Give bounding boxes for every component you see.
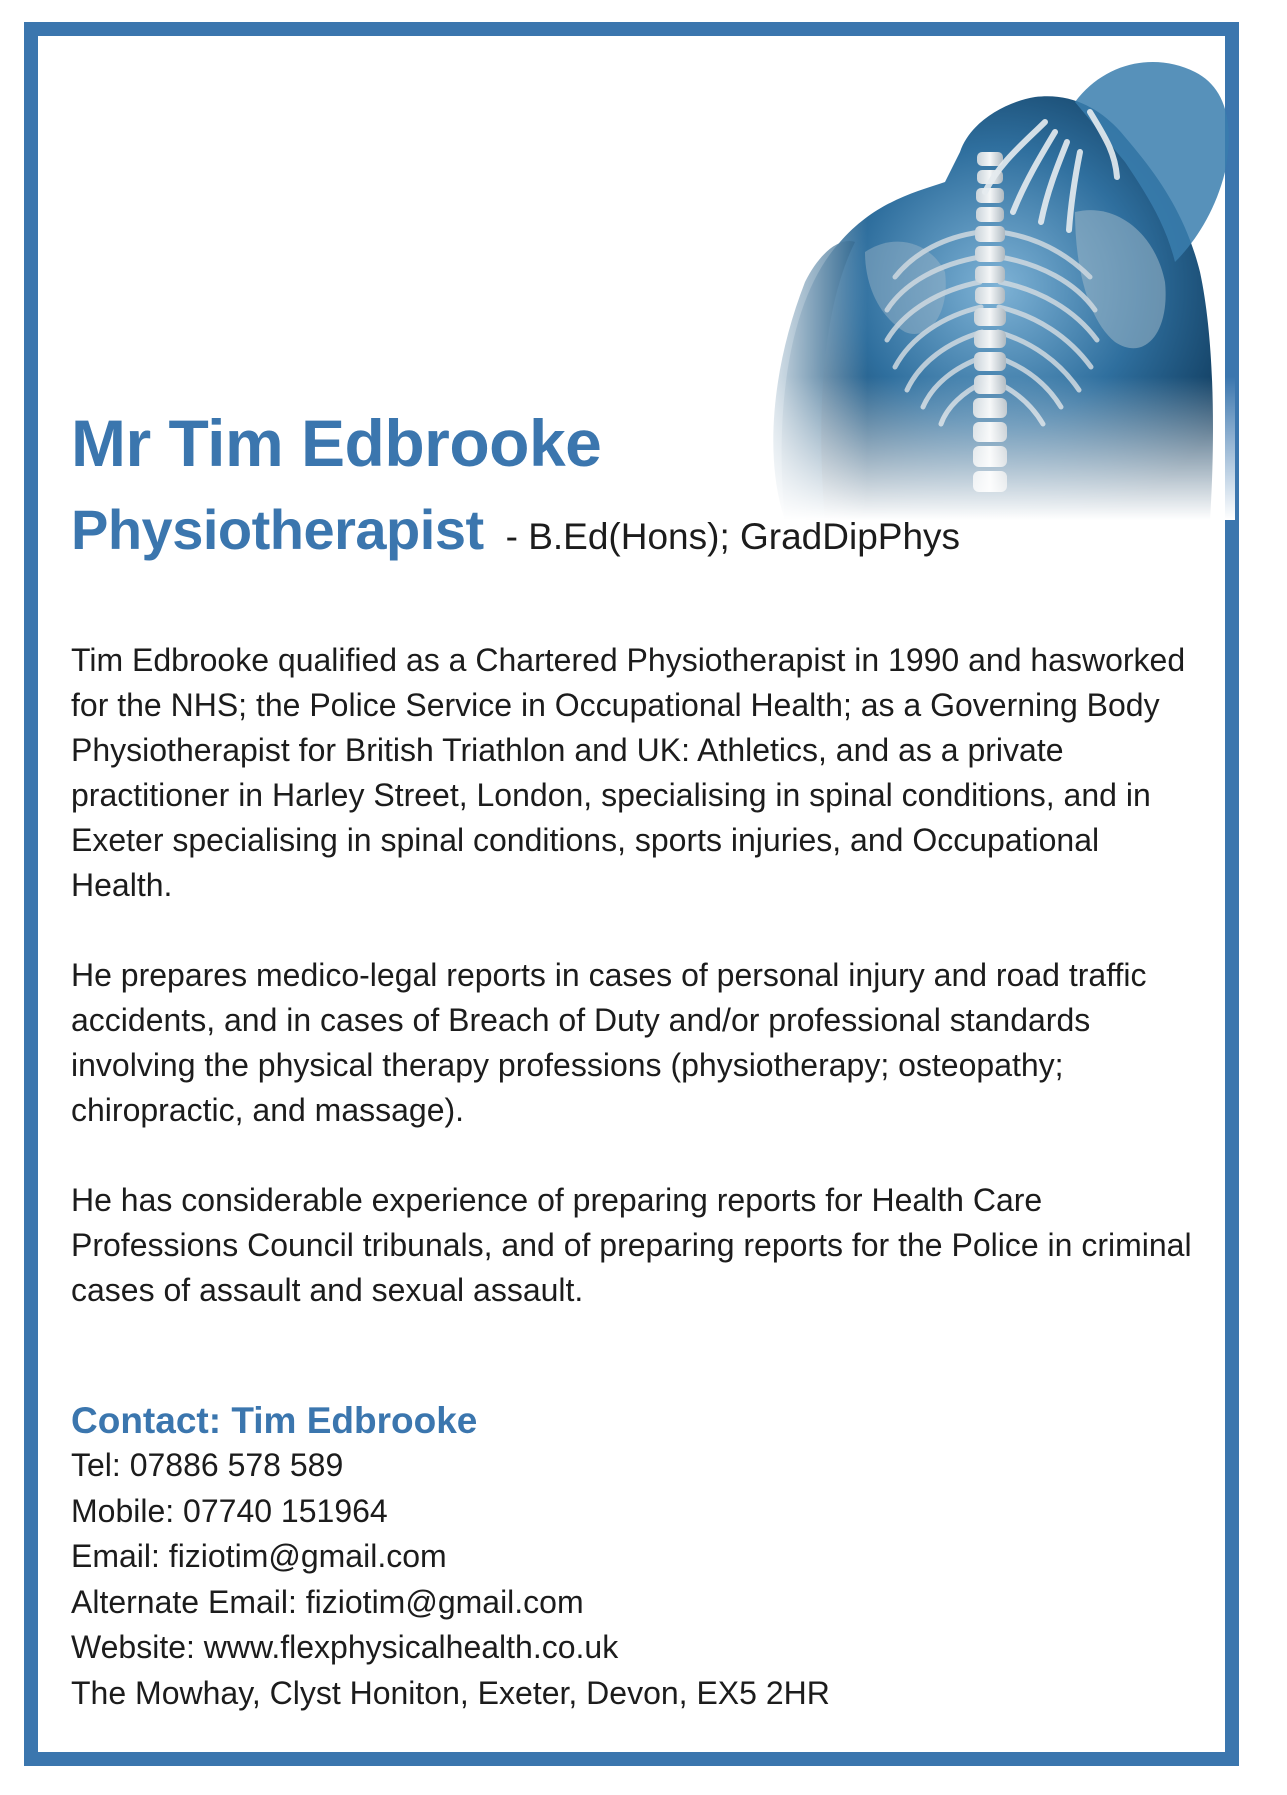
role-title: Physiotherapist [71,498,484,561]
contact-website: Website: www.flexphysicalhealth.co.uk [71,1629,619,1665]
role-line [71,498,961,561]
bio-paragraph: He has considerable experience of preparing reports for Health Care Professions Council tribunals, and of preparing reports for the Police in criminal cases of assault and sexual assault. [71,1182,1192,1308]
bio-paragraph: He prepares medico-legal reports in cases of personal injury and road traffic accidents, and in cases of Breach of Duty and/or professional standards involving the physical therapy professions (physiotherapy; osteopathy; chiropractic, and massage). [71,957,1147,1128]
contact-address: The Mowhay, Clyst Honiton, Exeter, Devon, EX5 2HR [71,1674,830,1711]
contact-email: Email: fiziotim@gmail.com [71,1538,447,1574]
spine-anatomy-illustration [745,42,1235,520]
contact-alt-email: Alternate Email: fiziotim@gmail.com [71,1583,584,1620]
bio-paragraph: Tim Edbrooke qualified as a Chartered Physiotherapist in 1990 and hasworked for the NHS; the Police Service in Occupational Health; as a Governing Body Physiotherapist for British Triathlon and UK: Athletics, and as a private practitioner in Harley Street, London, specialising in spinal conditions, and in Exeter specialising in spinal conditions, sports injuries, and Occupational Health. [71,642,1186,903]
contact-heading: Contact: Tim Edbrooke [71,1400,478,1441]
qualifications: - B.Ed(Hons); GradDipPhys [505,516,961,557]
bio-section [71,638,1201,1358]
contact-tel: Tel: 07886 578 589 [71,1447,344,1483]
contact-section [71,1398,830,1716]
contact-mobile: Mobile: 07740 151964 [71,1492,388,1529]
person-name: Mr Tim Edbrooke [71,406,602,480]
